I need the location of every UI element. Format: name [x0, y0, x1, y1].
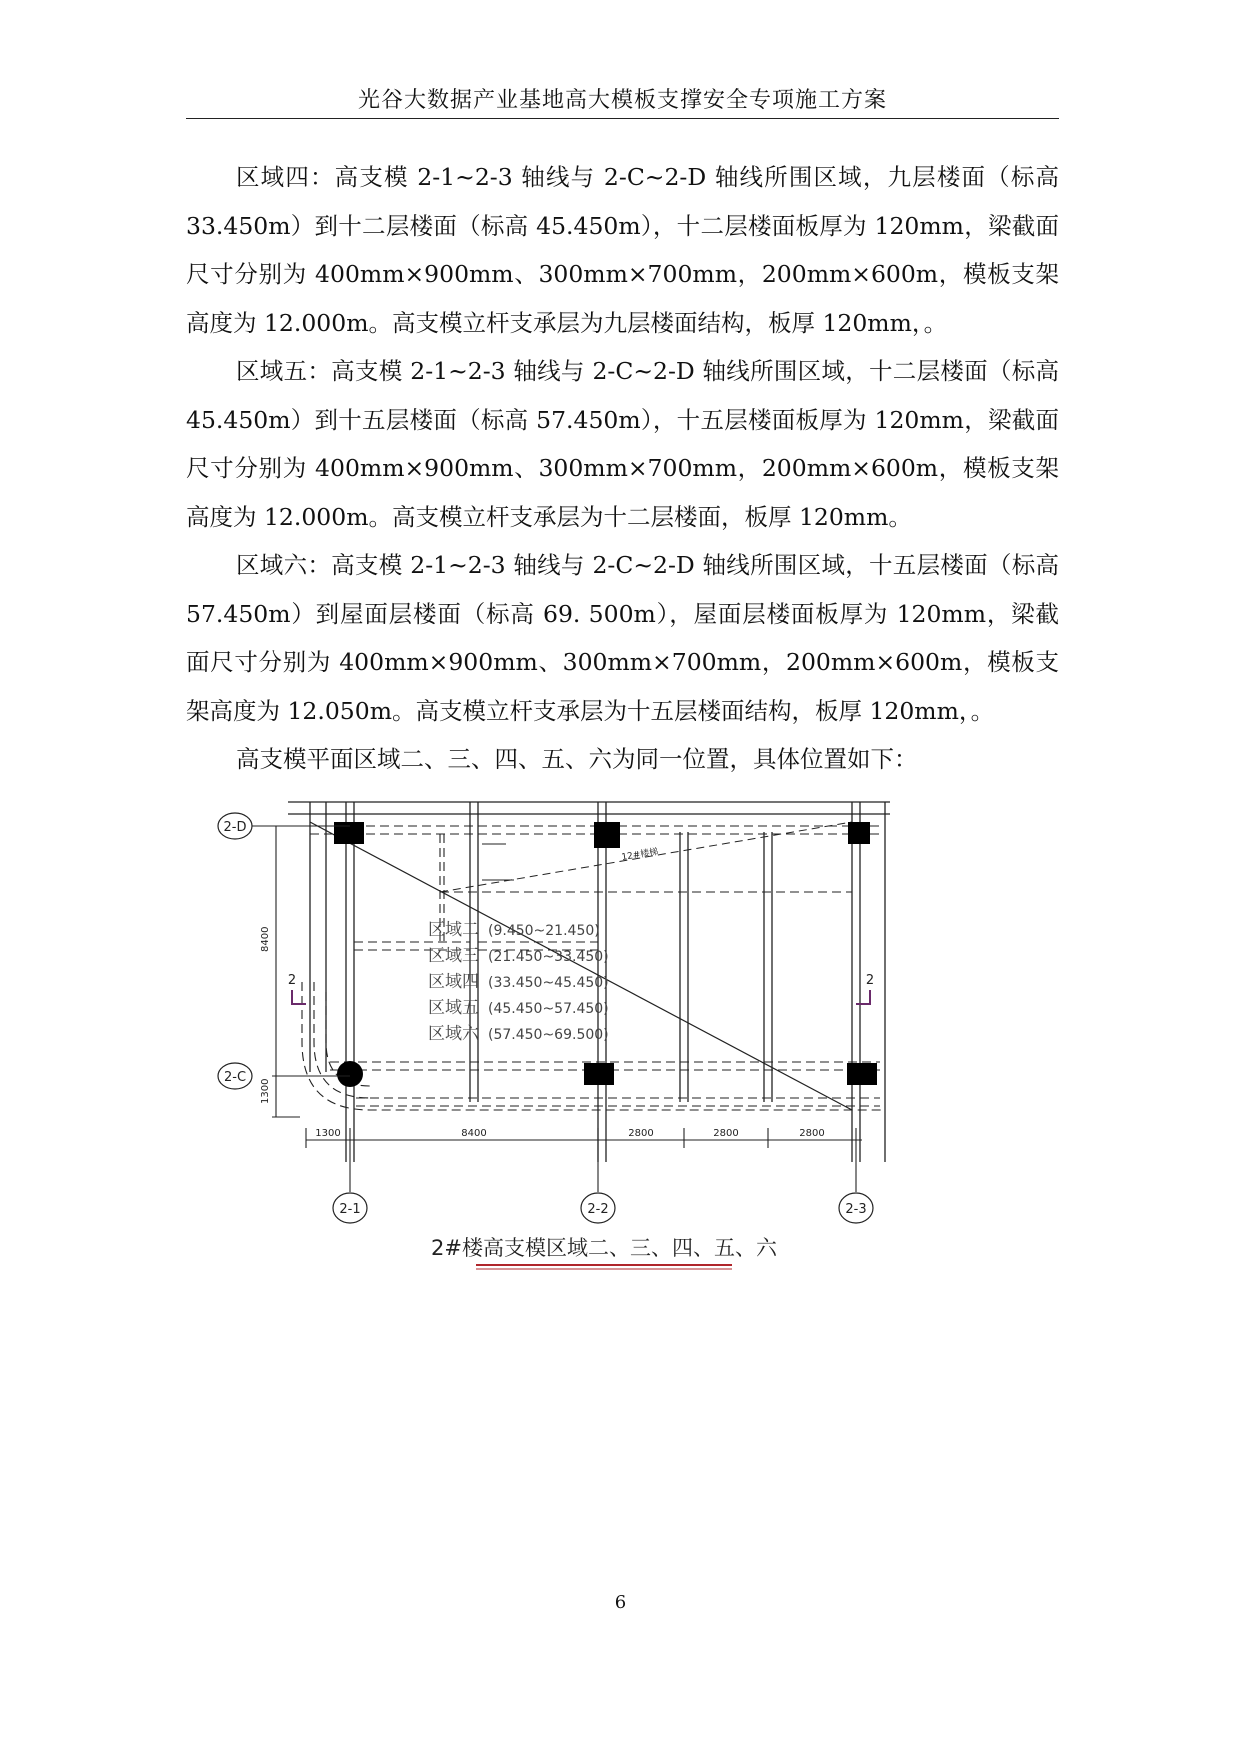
dim-h-2800-a: 2800 — [628, 1128, 654, 1139]
zone-3-range: (21.450~33.450) — [488, 949, 609, 965]
section-mark-right: 2 — [865, 973, 875, 988]
axis-bubble-2-C: 2-C — [223, 1070, 247, 1085]
zone-4-range: (33.450~45.450) — [488, 975, 609, 991]
zone-6-name: 区域六 — [428, 1024, 479, 1044]
dim-h-2800-b: 2800 — [713, 1128, 739, 1139]
dim-vertical-8400: 8400 — [260, 926, 271, 952]
dim-h-2800-c: 2800 — [799, 1128, 825, 1139]
figure-caption: 2#楼高支模区域二、三、四、五、六 — [431, 1236, 777, 1260]
axis-bubble-2-1: 2-1 — [339, 1202, 361, 1217]
section-mark-left: 2 — [287, 973, 297, 988]
document-body — [186, 153, 1059, 784]
axis-bubble-2-D: 2-D — [223, 820, 247, 835]
dim-h-1300: 1300 — [315, 1128, 341, 1139]
dim-h-8400: 8400 — [461, 1128, 487, 1139]
paragraph-zone-4: 区域四：高支模 2-1~2-3 轴线与 2-C~2-D 轴线所围区域，九层楼面（标高 33.450m）到十二层楼面（标高 45.450m），十二层楼面板厚为 120mm，梁截面尺寸分别为 400mm×900mm、300mm×700mm，200mm×600m，模板支架高度为 12.000m。高支模立杆支承层为九层楼面结构，板厚 120mm，。 — [186, 163, 1059, 337]
zone-6-range: (57.450~69.500) — [488, 1027, 609, 1043]
dim-vertical-1300: 1300 — [260, 1078, 271, 1104]
zone-3-name: 区域三 — [428, 946, 479, 966]
paragraph-zone-5: 区域五：高支模 2-1~2-3 轴线与 2-C~2-D 轴线所围区域，十二层楼面（标高 45.450m）到十五层楼面（标高 57.450m），十五层楼面板厚为 120mm，梁截面尺寸分别为 400mm×900mm、300mm×700mm，200mm×600m，模板支架高度为 12.000m。高支模立杆支承层为十二层楼面，板厚 120mm。 — [186, 357, 1059, 531]
zone-4-name: 区域四 — [428, 972, 479, 992]
paragraph-zone-6: 区域六：高支模 2-1~2-3 轴线与 2-C~2-D 轴线所围区域，十五层楼面（标高 57.450m）到屋面层楼面（标高 69. 500m），屋面层楼面板厚为 120mm，梁截面尺寸分别为 400mm×900mm、300mm×700mm，200mm×600m，模板支架高度为 12.050m。高支模立杆支承层为十五层楼面结构，板厚 120mm，。 — [186, 551, 1059, 725]
stair-label: 12#楼梯 — [620, 847, 660, 863]
floor-plan-figure — [223, 792, 1010, 1327]
zone-5-name: 区域五 — [428, 998, 479, 1018]
page-header — [186, 86, 1059, 119]
page-number: 6 — [614, 1592, 627, 1613]
zone-5-range: (45.450~57.450) — [488, 1001, 609, 1017]
zone-2-name: 区域二 — [428, 920, 479, 940]
axis-bubble-2-2: 2-2 — [587, 1202, 609, 1217]
header-title: 光谷大数据产业基地高大模板支撑安全专项施工方案 — [357, 88, 887, 113]
zone-2-range: (9.450~21.450) — [488, 923, 600, 939]
paragraph-intro-figure: 高支模平面区域二、三、四、五、六为同一位置，具体位置如下： — [236, 745, 918, 773]
axis-bubble-2-3: 2-3 — [845, 1202, 867, 1217]
floor-plan-drawing — [223, 792, 1010, 1327]
